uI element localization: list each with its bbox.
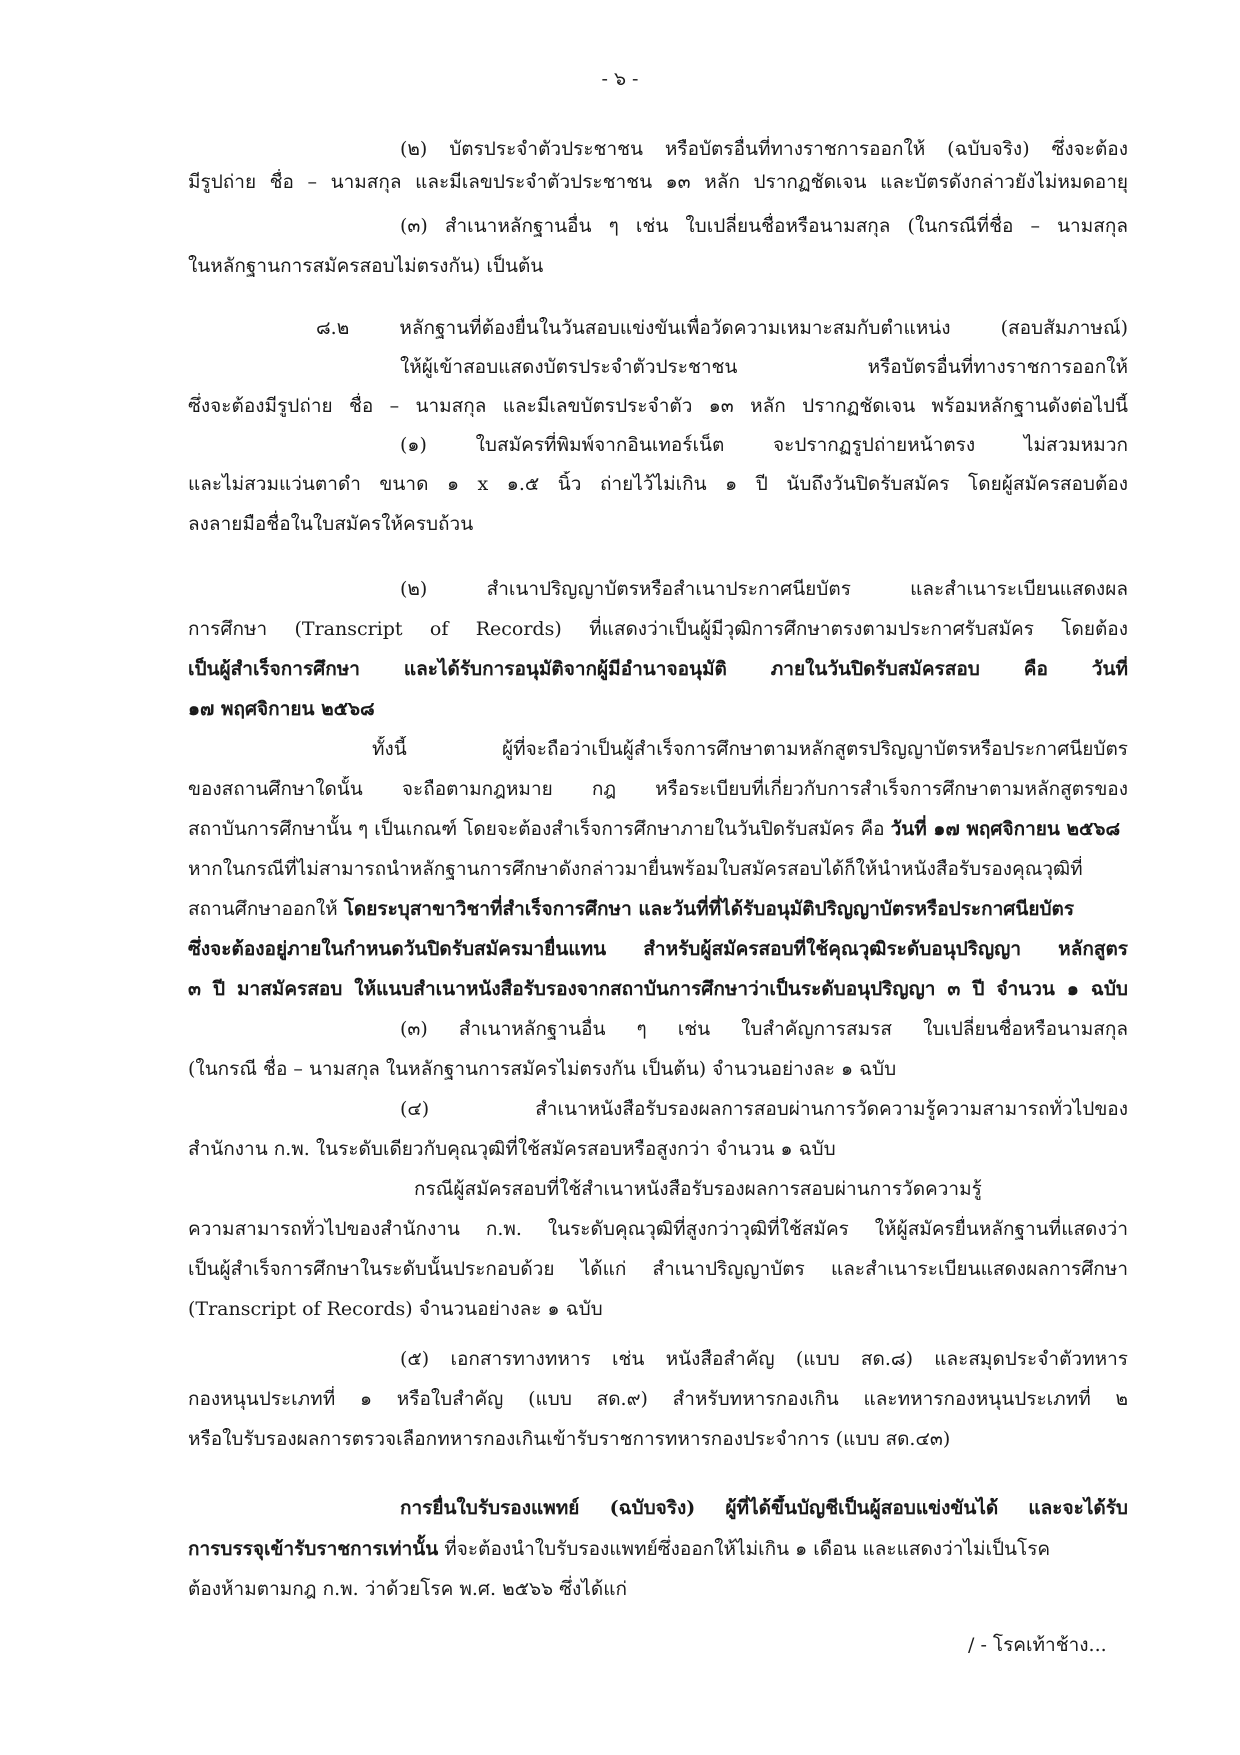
paragraph-line: ในหลักฐานการสมัครสอบไม่ตรงกัน) เป็นต้น <box>188 255 544 277</box>
paragraph-line: และไม่สวมแว่นตาดำ ขนาด ๑ x ๑.๕ นิ้ว ถ่ายไว้ไม่เกิน ๑ ปี นับถึงวันปิดรับสมัคร โดยผู้สมัครสอบต้อง <box>188 473 1128 495</box>
paragraph-line-bold: ซึ่งจะต้องอยู่ภายในกำหนดวันปิดรับสมัครมายื่นแทน สำหรับผู้สมัครสอบที่ใช้คุณวุฒิระดับอนุปริญญา หลักสูตร <box>188 938 1128 960</box>
line-text: สถาบันการศึกษานั้น ๆ เป็นเกณฑ์ โดยจะต้องสำเร็จการศึกษาภายในวันปิดรับสมัคร คือ <box>188 818 891 840</box>
paragraph-line-bold: ๓ ปี มาสมัครสอบ ให้แนบสำเนาหนังสือรับรองจากสถาบันการศึกษาว่าเป็นระดับอนุปริญญา ๓ ปี จำนวน ๑ ฉบับ <box>188 978 1128 1000</box>
paragraph-line: (๕) เอกสารทางทหาร เช่น หนังสือสำคัญ (แบบ สด.๘) และสมุดประจำตัวทหาร <box>400 1348 1128 1370</box>
page-number: - ๖ - <box>601 68 639 90</box>
line-text-bold: การบรรจุเข้ารับราชการเท่านั้น <box>188 1538 439 1560</box>
paragraph-line: หรือใบรับรองผลการตรวจเลือกทหารกองเกินเข้ารับราชการทหารกองประจำการ (แบบ สด.๔๓) <box>188 1428 951 1450</box>
paragraph-line: ต้องห้ามตามกฎ ก.พ. ว่าด้วยโรค พ.ศ. ๒๕๖๖ ซึ่งได้แก่ <box>188 1578 627 1600</box>
paragraph-line: ให้ผู้เข้าสอบแสดงบัตรประจำตัวประชาชน หรือบัตรอื่นที่ทางราชการออกให้ <box>400 356 1128 378</box>
paragraph-line: (๒) สำเนาปริญญาบัตรหรือสำเนาประกาศนียบัตร และสำเนาระเบียนแสดงผล <box>400 578 1128 600</box>
paragraph-line <box>188 816 1128 842</box>
paragraph-line: กรณีผู้สมัครสอบที่ใช้สำเนาหนังสือรับรองผลการสอบผ่านการวัดความรู้ <box>414 1178 982 1200</box>
line-text-bold: วันที่ ๑๗ พฤศจิกายน ๒๕๖๘ <box>890 818 1121 840</box>
paragraph-line: หากในกรณีที่ไม่สามารถนำหลักฐานการศึกษาดังกล่าวมายื่นพร้อมใบสมัครสอบได้ก็ให้นำหนังสือรับรองคุณวุฒิที่ <box>188 858 1083 880</box>
paragraph-line: (๓) สำเนาหลักฐานอื่น ๆ เช่น ใบเปลี่ยนชื่อหรือนามสกุล (ในกรณีที่ชื่อ – นามสกุล <box>400 215 1128 237</box>
paragraph-line: เป็นผู้สำเร็จการศึกษาในระดับนั้นประกอบด้วย ได้แก่ สำเนาปริญญาบัตร และสำเนาระเบียนแสดงผลการศึกษา <box>188 1258 1128 1280</box>
paragraph-line-bold: เป็นผู้สำเร็จการศึกษา และได้รับการอนุมัติจากผู้มีอำนาจอนุมัติ ภายในวันปิดรับสมัครสอบ คือ วันที่ <box>188 658 1128 680</box>
line-text: ที่จะต้องนำใบรับรองแพทย์ซึ่งออกให้ไม่เกิน ๑ เดือน และแสดงว่าไม่เป็นโรค <box>438 1538 1051 1560</box>
section-heading: ๘.๒ หลักฐานที่ต้องยื่นในวันสอบแข่งขันเพื่อวัดความเหมาะสมกับตำแหน่ง (สอบสัมภาษณ์) <box>316 317 1128 339</box>
paragraph-line: กองหนุนประเภทที่ ๑ หรือใบสำคัญ (แบบ สด.๙) สำหรับทหารกองเกิน และทหารกองหนุนประเภทที่ ๒ <box>188 1388 1128 1410</box>
paragraph-line: (Transcript of Records) จำนวนอย่างละ ๑ ฉบับ <box>188 1298 603 1320</box>
paragraph-line: การศึกษา (Transcript of Records) ที่แสดงว่าเป็นผู้มีวุฒิการศึกษาตรงตามประกาศรับสมัคร โดยต้อง <box>188 618 1128 640</box>
paragraph-line: มีรูปถ่าย ชื่อ – นามสกุล และมีเลขประจำตัวประชาชน ๑๓ หลัก ปรากฏชัดเจน และบัตรดังกล่าวยังไม่หมดอายุ <box>188 171 1128 193</box>
paragraph-line: ทั้งนี้ ผู้ที่จะถือว่าเป็นผู้สำเร็จการศึกษาตามหลักสูตรปริญญาบัตรหรือประกาศนียบัตร <box>372 738 1128 760</box>
paragraph-line: (๑) ใบสมัครที่พิมพ์จากอินเทอร์เน็ต จะปรากฏรูปถ่ายหน้าตรง ไม่สวมหมวก <box>400 434 1128 456</box>
line-text-bold: โดยระบุสาขาวิชาที่สำเร็จการศึกษา และวันที่ที่ได้รับอนุมัติปริญญาบัตรหรือประกาศนียบัตร <box>343 898 1075 920</box>
paragraph-line: ลงลายมือชื่อในใบสมัครให้ครบถ้วน <box>188 513 474 535</box>
paragraph-line-bold: การยื่นใบรับรองแพทย์ (ฉบับจริง) ผู้ที่ได้ขึ้นบัญชีเป็นผู้สอบแข่งขันได้ และจะได้รับ <box>400 1497 1128 1519</box>
paragraph-line: ซึ่งจะต้องมีรูปถ่าย ชื่อ – นามสกุล และมีเลขบัตรประจำตัว ๑๓ หลัก ปรากฏชัดเจน พร้อมหลักฐานดังต่อไปนี้ <box>188 395 1128 417</box>
paragraph-line-bold: ๑๗ พฤศจิกายน ๒๕๖๘ <box>188 698 375 720</box>
paragraph-line: (๒) บัตรประจำตัวประชาชน หรือบัตรอื่นที่ทางราชการออกให้ (ฉบับจริง) ซึ่งจะต้อง <box>400 138 1128 160</box>
continuation-note: / - โรคเท้าช้าง... <box>968 1634 1107 1656</box>
paragraph-line: (๓) สำเนาหลักฐานอื่น ๆ เช่น ใบสำคัญการสมรส ใบเปลี่ยนชื่อหรือนามสกุล <box>400 1018 1128 1040</box>
paragraph-line: สำนักงาน ก.พ. ในระดับเดียวกับคุณวุฒิที่ใช้สมัครสอบหรือสูงกว่า จำนวน ๑ ฉบับ <box>188 1138 836 1160</box>
paragraph-line: (๔) สำเนาหนังสือรับรองผลการสอบผ่านการวัดความรู้ความสามารถทั่วไปของ <box>400 1098 1128 1120</box>
paragraph-line <box>188 1536 1128 1562</box>
line-text: สถานศึกษาออกให้ <box>188 898 344 920</box>
paragraph-line: (ในกรณี ชื่อ – นามสกุล ในหลักฐานการสมัครไม่ตรงกัน เป็นต้น) จำนวนอย่างละ ๑ ฉบับ <box>188 1058 897 1080</box>
paragraph-line <box>188 896 1128 922</box>
paragraph-line: ของสถานศึกษาใดนั้น จะถือตามกฎหมาย กฎ หรือระเบียบที่เกี่ยวกับการสำเร็จการศึกษาตามหลักสูตรของ <box>188 778 1128 800</box>
paragraph-line: ความสามารถทั่วไปของสำนักงาน ก.พ. ในระดับคุณวุฒิที่สูงกว่าวุฒิที่ใช้สมัคร ให้ผู้สมัครยื่นหลักฐานที่แสดงว่า <box>188 1218 1128 1240</box>
